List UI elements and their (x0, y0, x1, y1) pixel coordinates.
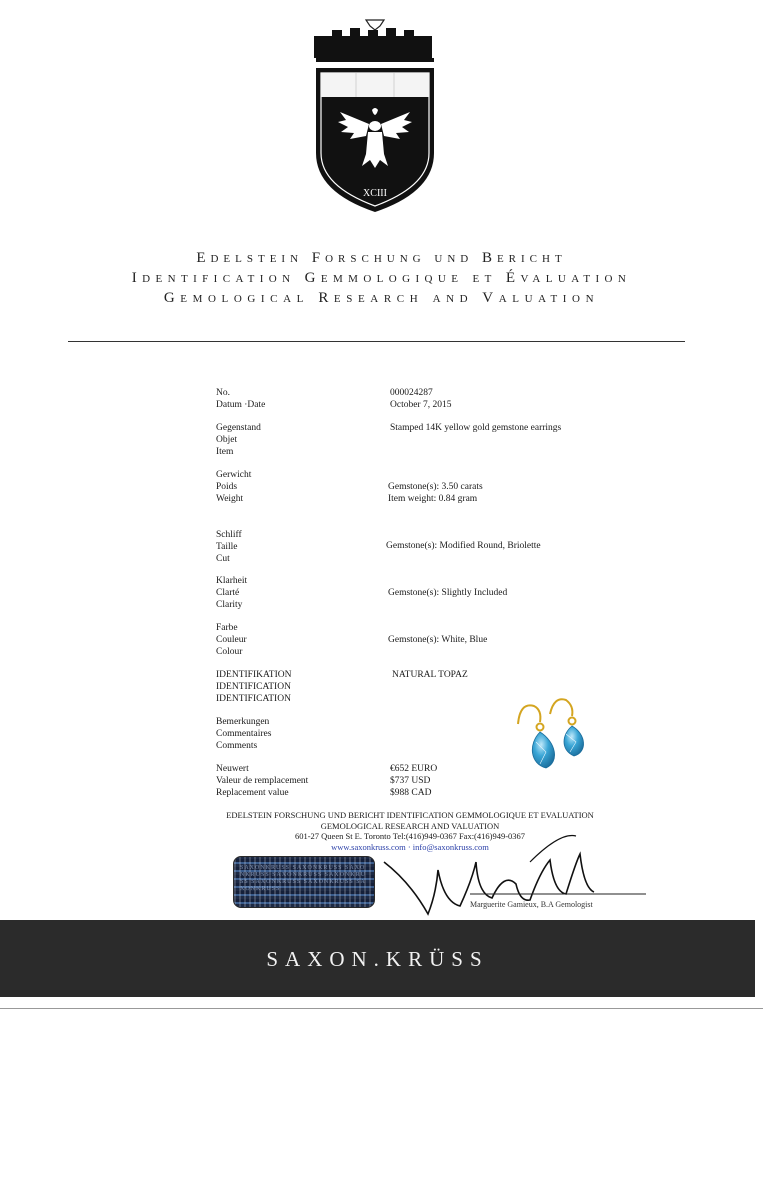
earrings-photo (500, 694, 610, 804)
field-labels-identification: IDENTIFIKATION IDENTIFICATION IDENTIFICATION (216, 670, 292, 704)
report-date: October 7, 2015 (390, 399, 452, 410)
header-divider (68, 341, 685, 342)
signature-graphic (380, 832, 660, 924)
value-cad: $988 CAD (390, 787, 432, 798)
field-labels-comments: Bemerkungen Commentaires Comments (216, 717, 272, 751)
crest-emblem (310, 14, 440, 224)
page-bottom-rule (0, 1008, 763, 1009)
email-link[interactable]: info@saxonkruss.com (412, 841, 489, 852)
field-labels-cut: Schliff Taille Cut (216, 530, 242, 564)
field-labels-replacement: Neuwert Valeur de remplacement Replacement value (216, 764, 309, 798)
crown-icon (314, 28, 434, 62)
website-link[interactable]: www.saxonkruss.com (331, 841, 406, 852)
value-usd: $737 USD (390, 775, 431, 786)
field-labels-colour: Farbe Couleur Colour (216, 623, 247, 657)
field-value-cut: Gemstone(s): Modified Round, Briolette (386, 541, 541, 551)
field-labels-item: Gegenstand Objet Item (216, 423, 261, 457)
field-labels-weight: Gerwicht Poids Weight (216, 470, 252, 504)
field-values-number-date (390, 388, 451, 412)
crest-numeral: XCIII (363, 188, 387, 199)
hologram-pattern: SAXONKRUSS SAXONKRUSS SAXONKRUSS SAXONKRUSS SAXONKRUSS SAXONKRUSS SAXONKRUSS SAXONKRUSS (240, 865, 367, 892)
field-labels-clarity: Klarheit Clarté Clarity (216, 576, 248, 610)
field-values-weight: Gemstone(s): 3.50 carats Item weight: 0.84 gram (388, 482, 483, 504)
footer-address-block: EDELSTEIN FORSCHUNG UND BERICHT IDENTIFICATION GEMMOLOGIQUE ET EVALUATION GEMOLOGICAL RESEARCH AND VALUATION 601-27 Queen St E. Toronto Tel:(416)949-0367 Fax:(416)949-0367 www.saxonkruss.com · info@saxonkruss.com (226, 810, 594, 852)
hologram-seal (233, 856, 375, 908)
header-german: Edelstein Forschung und Bericht (196, 250, 567, 266)
header-french: Identification Gemmologique et Évaluation (131, 270, 632, 286)
field-values-replacement (390, 764, 437, 799)
field-value-identification: NATURAL TOPAZ (392, 670, 468, 680)
value-euro: €652 EURO (390, 764, 438, 774)
field-labels-number-date: No. Datum ·Date (216, 388, 266, 410)
brand-name: SAXON.KRÜSS (266, 947, 489, 971)
header-english: Gemological Research and Valuation (163, 290, 600, 306)
field-value-colour: Gemstone(s): White, Blue (388, 635, 488, 645)
crown-gem-icon (366, 20, 384, 30)
report-number: 000024287 (390, 388, 433, 398)
field-value-clarity: Gemstone(s): Slightly Included (388, 588, 508, 598)
field-value-item: Stamped 14K yellow gold gemstone earrings (390, 423, 562, 433)
signatory-name: Marguerite Gamieux, B.A Gemologist (470, 900, 593, 909)
